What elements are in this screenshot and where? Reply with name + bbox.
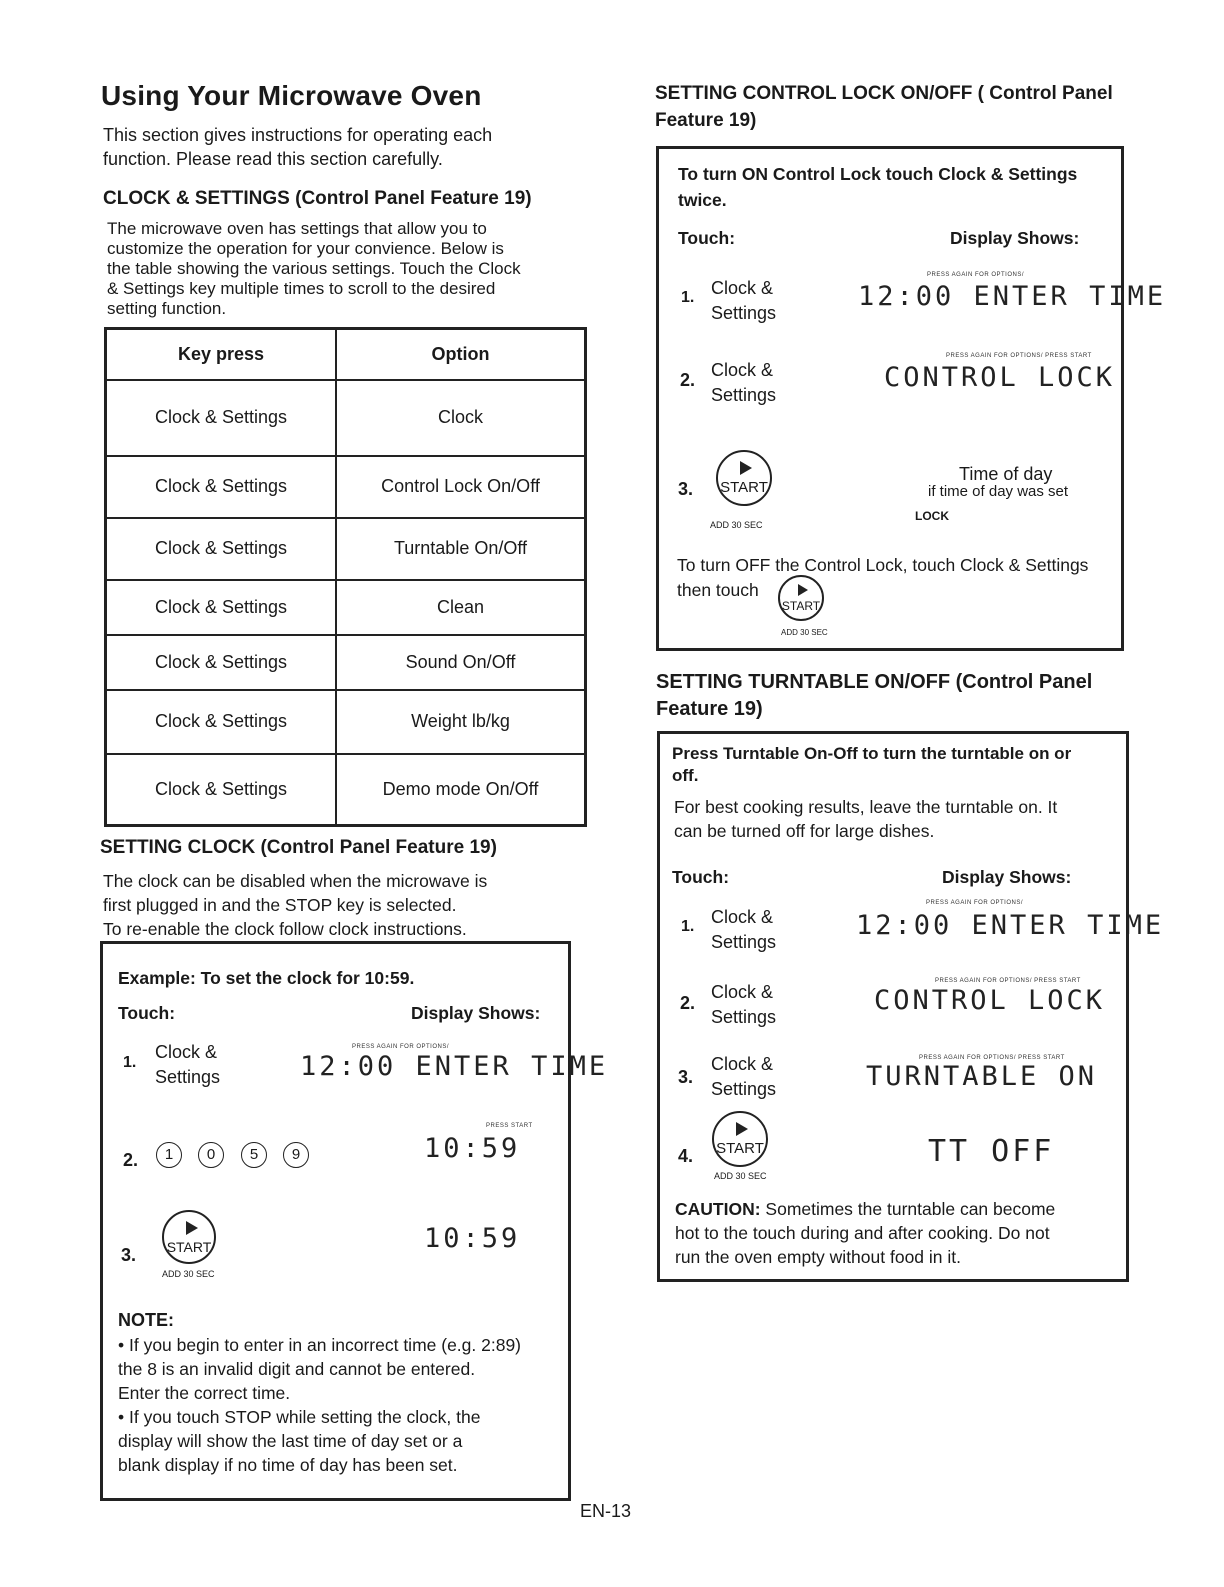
lcd-display: 10:59: [424, 1133, 521, 1164]
add-30-sec-label: ADD 30 SEC: [710, 520, 763, 530]
display-shows-label: Display Shows:: [942, 867, 1072, 887]
text-line: The clock can be disabled when the microwave is: [103, 871, 488, 891]
table-row: [106, 518, 586, 580]
step-label: Clock &: [711, 982, 774, 1002]
caution-label: CAUTION:: [675, 1199, 761, 1219]
title-line: Press Turntable On-Off to turn the turntable on or: [672, 744, 1072, 763]
play-icon: [798, 584, 808, 596]
step-label: Settings: [711, 1007, 777, 1027]
caution-text: [675, 1197, 1055, 1269]
table-row: [106, 580, 586, 635]
lcd-hint: PRESS AGAIN FOR OPTIONS/ PRESS START: [946, 353, 1092, 359]
step-clock-settings: [711, 905, 776, 955]
control-lock-box-title: [678, 161, 1077, 213]
table-cell: Clock & Settings: [106, 635, 337, 690]
table-cell: Clock & Settings: [106, 456, 337, 518]
time-of-day-text: Time of day: [959, 464, 1053, 484]
page-number: EN-13: [580, 1501, 632, 1521]
step-label: Settings: [711, 385, 777, 405]
control-lock-heading: [655, 83, 1113, 132]
control-lock-off-text: To turn OFF the Control Lock, touch Clock & Settings: [677, 555, 1089, 575]
table-cell: Control Lock On/Off: [336, 456, 586, 518]
start-button[interactable]: [716, 450, 772, 506]
intro-line: This section gives instructions for operating each: [103, 125, 493, 145]
note-line: display will show the last time of day set or a: [118, 1431, 463, 1451]
display-shows-label: Display Shows:: [950, 228, 1080, 248]
text-line: customize the operation for your convience. Below is: [107, 239, 504, 258]
settings-table: [104, 327, 587, 827]
caution-line: run the oven empty without food in it.: [675, 1247, 961, 1267]
setting-clock-heading: SETTING CLOCK (Control Panel Feature 19): [100, 837, 497, 858]
lcd-display: 10:59: [424, 1223, 521, 1254]
table-cell: Clock: [336, 380, 586, 456]
caution-line: Sometimes the turntable can become: [760, 1199, 1056, 1219]
touch-label: Touch:: [678, 228, 736, 248]
turntable-box-title: [672, 743, 1071, 787]
clock-settings-heading: CLOCK & SETTINGS (Control Panel Feature 19): [103, 188, 532, 209]
step-clock-settings: [711, 276, 776, 326]
example-title: Example: To set the clock for 10:59.: [118, 968, 415, 988]
note-title: NOTE:: [118, 1310, 174, 1330]
intro-line: function. Please read this section carefully.: [103, 149, 443, 169]
table-row: [106, 380, 586, 456]
turntable-text: [674, 795, 1057, 843]
start-label: START: [781, 599, 821, 613]
step-clock-settings: [711, 358, 776, 408]
lcd-display: 12:00 ENTER TIME: [858, 281, 1167, 312]
add-30-sec-label: ADD 30 SEC: [714, 1171, 767, 1181]
then-touch-text: then touch: [677, 580, 759, 600]
lcd-display: 12:00 ENTER TIME: [856, 910, 1165, 941]
step-label: Settings: [711, 303, 777, 323]
table-cell: Clock & Settings: [106, 380, 337, 456]
text-line: the table showing the various settings. Touch the Clock: [107, 259, 521, 278]
title-line: To turn ON Control Lock touch Clock & Settings: [678, 164, 1078, 184]
step-clock-settings: [711, 1052, 776, 1102]
start-button[interactable]: [778, 575, 824, 621]
col-header-key-press: Key press: [106, 329, 337, 380]
note-line: • If you begin to enter in an incorrect time (e.g. 2:89): [118, 1335, 522, 1355]
table-cell: Turntable On/Off: [336, 518, 586, 580]
lcd-display: CONTROL LOCK: [874, 985, 1106, 1016]
text-line: can be turned off for large dishes.: [674, 821, 935, 841]
note-line: Enter the correct time.: [118, 1383, 291, 1403]
heading-line: SETTING TURNTABLE ON/OFF (Control Panel: [656, 671, 1093, 693]
step-number: 1.: [681, 918, 695, 935]
time-of-day-note: if time of day was set: [928, 483, 1069, 500]
text-line: & Settings key multiple times to scroll to the desired: [107, 279, 496, 298]
digit-key-9[interactable]: 9: [283, 1142, 309, 1168]
step-number: 3.: [121, 1245, 137, 1265]
step-label: Clock &: [711, 360, 774, 380]
step-clock-settings: [711, 980, 776, 1030]
page-title: Using Your Microwave Oven: [101, 80, 482, 111]
touch-label: Touch:: [672, 867, 730, 887]
play-icon: [186, 1221, 198, 1235]
step-clock-settings: [155, 1040, 220, 1090]
step-number: 3.: [678, 1067, 694, 1087]
lcd-hint: PRESS AGAIN FOR OPTIONS/: [927, 272, 1025, 278]
lcd-hint: PRESS START: [486, 1123, 533, 1129]
table-row: [106, 456, 586, 518]
add-30-sec-label: ADD 30 SEC: [781, 628, 828, 637]
lcd-display: CONTROL LOCK: [884, 362, 1116, 393]
step-number: 2.: [123, 1150, 139, 1170]
intro-text: [103, 123, 492, 171]
step-number: 1.: [123, 1054, 137, 1071]
step-label: Settings: [155, 1067, 221, 1087]
col-header-option: Option: [336, 329, 586, 380]
table-cell: Weight lb/kg: [336, 690, 586, 754]
table-cell: Demo mode On/Off: [336, 754, 586, 826]
start-button[interactable]: [162, 1210, 216, 1264]
table-cell: Clock & Settings: [106, 518, 337, 580]
heading-line: SETTING CONTROL LOCK ON/OFF ( Control Panel: [655, 83, 1113, 104]
start-label: START: [166, 1239, 212, 1255]
turntable-heading: [656, 671, 1092, 721]
play-icon: [736, 1122, 748, 1136]
table-row: [106, 635, 586, 690]
step-number: 4.: [678, 1146, 694, 1166]
text-line: To re-enable the clock follow clock instructions.: [103, 919, 467, 939]
table-cell: Clock & Settings: [106, 690, 337, 754]
step-number: 2.: [680, 370, 696, 390]
step-number: 1.: [681, 289, 695, 306]
note-line: the 8 is an invalid digit and cannot be entered.: [118, 1359, 476, 1379]
step-number: 2.: [680, 993, 696, 1013]
step-label: Settings: [711, 932, 777, 952]
note-line: blank display if no time of day has been set.: [118, 1455, 458, 1475]
step-label: Clock &: [711, 278, 774, 298]
play-icon: [740, 461, 752, 475]
start-label: START: [720, 479, 768, 496]
lcd-hint: PRESS AGAIN FOR OPTIONS/ PRESS START: [935, 978, 1081, 984]
digit-key-0[interactable]: 0: [198, 1142, 224, 1168]
text-line: For best cooking results, leave the turntable on. It: [674, 797, 1058, 817]
text-line: setting function.: [107, 299, 227, 318]
lcd-hint: PRESS AGAIN FOR OPTIONS/: [352, 1044, 450, 1050]
digit-key-1[interactable]: 1: [156, 1142, 182, 1168]
step-label: Clock &: [711, 907, 774, 927]
display-shows-label: Display Shows:: [411, 1003, 541, 1023]
table-row: [106, 754, 586, 826]
title-line: twice.: [678, 190, 727, 210]
step-label: Settings: [711, 1079, 777, 1099]
lcd-display: TT OFF: [928, 1134, 1055, 1169]
table-cell: Clean: [336, 580, 586, 635]
clock-settings-text: [107, 219, 521, 319]
start-label: START: [716, 1140, 764, 1157]
setting-clock-text: [103, 869, 487, 941]
table-cell: Clock & Settings: [106, 580, 337, 635]
note-text: [118, 1333, 521, 1477]
title-line: off.: [672, 766, 699, 785]
text-line: first plugged in and the STOP key is selected.: [103, 895, 457, 915]
text-line: The microwave oven has settings that allow you to: [107, 219, 487, 238]
step-label: Clock &: [155, 1042, 218, 1062]
touch-label: Touch:: [118, 1003, 176, 1023]
table-header-row: [106, 329, 586, 380]
table-cell: Sound On/Off: [336, 635, 586, 690]
table-row: [106, 690, 586, 754]
caution-line: hot to the touch during and after cooking. Do not: [675, 1223, 1050, 1243]
table-cell: Clock & Settings: [106, 754, 337, 826]
lcd-display: TURNTABLE ON: [866, 1061, 1098, 1092]
lcd-display: 12:00 ENTER TIME: [300, 1051, 609, 1082]
heading-line: Feature 19): [655, 110, 757, 131]
lcd-hint: PRESS AGAIN FOR OPTIONS/: [926, 900, 1024, 906]
step-label: Clock &: [711, 1054, 774, 1074]
start-button[interactable]: [712, 1111, 768, 1167]
step-number: 3.: [678, 479, 694, 499]
heading-line: Feature 19): [656, 698, 763, 720]
lock-indicator: LOCK: [915, 509, 949, 523]
add-30-sec-label: ADD 30 SEC: [162, 1269, 215, 1279]
digit-key-5[interactable]: 5: [241, 1142, 267, 1168]
note-line: • If you touch STOP while setting the clock, the: [118, 1407, 481, 1427]
lcd-hint: PRESS AGAIN FOR OPTIONS/ PRESS START: [919, 1055, 1065, 1061]
